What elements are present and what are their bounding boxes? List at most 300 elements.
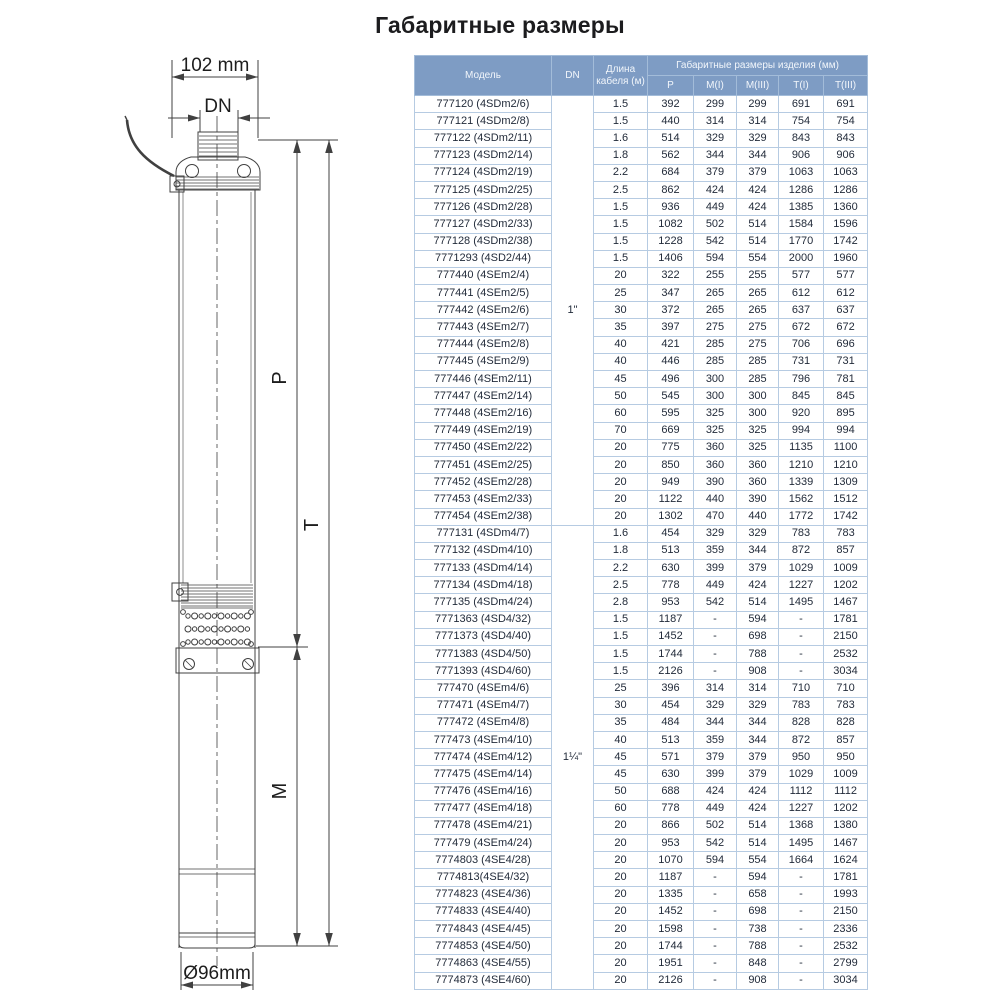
dimensions-table — [414, 55, 868, 990]
model-cell: 7771393 (4SD4/60) — [415, 663, 552, 680]
cable-length-cell: 1.6 — [594, 130, 648, 147]
model-cell: 777125 (4SDm2/25) — [415, 181, 552, 198]
dimension-value-cell: - — [694, 611, 737, 628]
table-row — [415, 955, 868, 972]
table-row — [415, 371, 868, 388]
dimension-value-cell: 514 — [737, 835, 779, 852]
dimension-value-cell: 440 — [648, 113, 694, 130]
dimension-value-cell: 325 — [694, 405, 737, 422]
dimension-value-cell: 906 — [824, 147, 868, 164]
dimension-value-cell: 1210 — [779, 456, 824, 473]
table-row — [415, 113, 868, 130]
model-cell: 7774833 (4SE4/40) — [415, 903, 552, 920]
dimension-value-cell: 379 — [694, 164, 737, 181]
table-row — [415, 577, 868, 594]
dimension-value-cell: 424 — [737, 783, 779, 800]
dimension-value-cell: 788 — [737, 646, 779, 663]
lug-hole-left — [186, 165, 199, 178]
model-cell: 7774823 (4SE4/36) — [415, 886, 552, 903]
cable-length-cell: 20 — [594, 955, 648, 972]
model-cell: 7774803 (4SE4/28) — [415, 852, 552, 869]
table-row — [415, 611, 868, 628]
dimension-value-cell: 658 — [737, 886, 779, 903]
dimension-value-cell: - — [694, 663, 737, 680]
column-header-dimensions-group: Габаритные размеры изделия (мм) — [648, 56, 868, 76]
dimension-value-cell: 554 — [737, 250, 779, 267]
dimension-value-cell: 1772 — [779, 508, 824, 525]
dimension-value-cell: 594 — [694, 852, 737, 869]
dimension-value-cell: 300 — [737, 405, 779, 422]
dimension-value-cell: 3034 — [824, 663, 868, 680]
cable-length-cell: 20 — [594, 886, 648, 903]
dimension-value-cell: 738 — [737, 921, 779, 938]
dimension-value-cell: 265 — [737, 302, 779, 319]
model-cell: 7771293 (4SD2/44) — [415, 250, 552, 267]
cable-length-cell: 20 — [594, 508, 648, 525]
dimension-value-cell: 275 — [737, 319, 779, 336]
table-row — [415, 680, 868, 697]
dimension-value-cell: 344 — [737, 542, 779, 559]
table-row — [415, 800, 868, 817]
table-row — [415, 96, 868, 113]
dimension-value-cell: 1100 — [824, 439, 868, 456]
model-cell: 777479 (4SEm4/24) — [415, 835, 552, 852]
table-row — [415, 199, 868, 216]
dimension-value-cell: 630 — [648, 560, 694, 577]
cable-length-cell: 1.8 — [594, 147, 648, 164]
cable-length-cell: 1.8 — [594, 542, 648, 559]
model-cell: 7774863 (4SE4/55) — [415, 955, 552, 972]
dimension-value-cell: 1227 — [779, 800, 824, 817]
cable-length-cell: 30 — [594, 302, 648, 319]
p-label: P — [269, 371, 291, 385]
table-row — [415, 216, 868, 233]
dimension-value-cell: 1742 — [824, 233, 868, 250]
dimension-value-cell: 706 — [779, 336, 824, 353]
table-row — [415, 697, 868, 714]
dimension-value-cell: 325 — [694, 422, 737, 439]
dimension-value-cell: 950 — [824, 749, 868, 766]
dimension-value-cell: - — [694, 972, 737, 989]
dimension-value-cell: 1664 — [779, 852, 824, 869]
model-cell: 777453 (4SEm2/33) — [415, 491, 552, 508]
cable-length-cell: 1.6 — [594, 525, 648, 542]
dimension-value-cell: 372 — [648, 302, 694, 319]
model-cell: 777124 (4SDm2/19) — [415, 164, 552, 181]
dimension-value-cell: 857 — [824, 731, 868, 748]
dimension-value-cell: 2532 — [824, 646, 868, 663]
cable-length-cell: 20 — [594, 491, 648, 508]
dimension-value-cell: 299 — [694, 96, 737, 113]
dimension-value-cell: 1339 — [779, 474, 824, 491]
table-row — [415, 731, 868, 748]
dimension-value-cell: 542 — [694, 594, 737, 611]
dimension-value-cell: 390 — [737, 491, 779, 508]
model-cell: 7774843 (4SE4/45) — [415, 921, 552, 938]
dimension-value-cell: 424 — [737, 800, 779, 817]
dimension-value-cell: 300 — [737, 388, 779, 405]
model-cell: 777447 (4SEm2/14) — [415, 388, 552, 405]
dimension-value-cell: 1742 — [824, 508, 868, 525]
dimension-value-cell: 299 — [737, 96, 779, 113]
dimension-value-cell: 1227 — [779, 577, 824, 594]
dimension-value-cell: 1512 — [824, 491, 868, 508]
dimension-value-cell: 344 — [737, 714, 779, 731]
pump-dimension-diagram — [105, 45, 350, 1000]
dimension-value-cell: 275 — [737, 336, 779, 353]
model-cell: 777122 (4SDm2/11) — [415, 130, 552, 147]
dimension-value-cell: 2126 — [648, 663, 694, 680]
table-row — [415, 869, 868, 886]
dimension-value-cell: 329 — [694, 697, 737, 714]
dimension-value-cell: - — [694, 628, 737, 645]
model-cell: 777123 (4SDm2/14) — [415, 147, 552, 164]
dimension-value-cell: 920 — [779, 405, 824, 422]
dimension-value-cell: 454 — [648, 697, 694, 714]
dimension-value-cell: 322 — [648, 267, 694, 284]
table-row — [415, 594, 868, 611]
model-cell: 777132 (4SDm4/10) — [415, 542, 552, 559]
cable-length-cell: 20 — [594, 921, 648, 938]
dimension-value-cell: - — [779, 955, 824, 972]
model-cell: 777472 (4SEm4/8) — [415, 714, 552, 731]
dimension-value-cell: 344 — [737, 731, 779, 748]
dimension-value-cell: 637 — [824, 302, 868, 319]
dimension-value-cell: 1063 — [779, 164, 824, 181]
dimension-value-cell: 1309 — [824, 474, 868, 491]
cable-length-cell: 1.5 — [594, 216, 648, 233]
dimension-value-cell: 2799 — [824, 955, 868, 972]
dimension-value-cell: 542 — [694, 233, 737, 250]
cable-length-cell: 1.5 — [594, 233, 648, 250]
dimension-value-cell: 325 — [737, 439, 779, 456]
dimension-value-cell: 1467 — [824, 835, 868, 852]
model-cell: 777131 (4SDm4/7) — [415, 525, 552, 542]
column-header-t1: T(I) — [779, 76, 824, 96]
dimension-value-cell: 496 — [648, 371, 694, 388]
model-cell: 777471 (4SEm4/7) — [415, 697, 552, 714]
dimension-value-cell: 514 — [737, 216, 779, 233]
dimension-value-cell: 1112 — [779, 783, 824, 800]
model-cell: 777440 (4SEm2/4) — [415, 267, 552, 284]
dimension-value-cell: 731 — [779, 353, 824, 370]
lug-hole-right — [238, 165, 251, 178]
dimension-value-cell: - — [694, 646, 737, 663]
dimension-value-cell: 344 — [737, 147, 779, 164]
dimension-value-cell: 1009 — [824, 766, 868, 783]
table-row — [415, 766, 868, 783]
dimension-value-cell: 314 — [694, 680, 737, 697]
dimension-value-cell: 329 — [694, 525, 737, 542]
dimension-value-cell: 908 — [737, 972, 779, 989]
dimension-value-cell: 329 — [737, 130, 779, 147]
dimension-value-cell: 783 — [779, 525, 824, 542]
dimension-value-cell: 1385 — [779, 199, 824, 216]
dimension-value-cell: 845 — [824, 388, 868, 405]
dimension-value-cell: 1187 — [648, 611, 694, 628]
dimension-value-cell: - — [779, 903, 824, 920]
cable-length-cell: 25 — [594, 680, 648, 697]
model-cell: 777449 (4SEm2/19) — [415, 422, 552, 439]
dimension-value-cell: 949 — [648, 474, 694, 491]
dimension-value-cell: 828 — [824, 714, 868, 731]
dimension-value-cell: 594 — [737, 611, 779, 628]
dimension-value-cell: 440 — [694, 491, 737, 508]
dimension-value-cell: 754 — [824, 113, 868, 130]
dimension-value-cell: 1082 — [648, 216, 694, 233]
dimension-value-cell: 446 — [648, 353, 694, 370]
model-cell: 777443 (4SEm2/7) — [415, 319, 552, 336]
dimension-value-cell: 1584 — [779, 216, 824, 233]
dimension-value-cell: - — [779, 611, 824, 628]
cable-length-cell: 1.5 — [594, 611, 648, 628]
table-row — [415, 181, 868, 198]
dimension-value-cell: 329 — [737, 525, 779, 542]
dimension-value-cell: 502 — [694, 216, 737, 233]
model-cell: 777454 (4SEm2/38) — [415, 508, 552, 525]
pump-cable — [127, 120, 174, 176]
table-row — [415, 405, 868, 422]
dimension-value-cell: 1070 — [648, 852, 694, 869]
dimension-value-cell: 421 — [648, 336, 694, 353]
dimension-value-cell: 862 — [648, 181, 694, 198]
dimension-value-cell: 424 — [737, 181, 779, 198]
dimension-value-cell: 470 — [694, 508, 737, 525]
dimension-value-cell: 1598 — [648, 921, 694, 938]
dimension-value-cell: 255 — [694, 267, 737, 284]
coupling-band — [176, 648, 259, 673]
table-row — [415, 164, 868, 181]
cable-length-cell: 20 — [594, 474, 648, 491]
column-header-t3: T(III) — [824, 76, 868, 96]
dimension-value-cell: 265 — [694, 285, 737, 302]
model-cell: 777133 (4SDm4/14) — [415, 560, 552, 577]
dimension-value-cell: 255 — [737, 267, 779, 284]
dimension-value-cell: 594 — [694, 250, 737, 267]
dimension-value-cell: 514 — [737, 817, 779, 834]
dimension-value-cell: 1009 — [824, 560, 868, 577]
dimension-value-cell: 379 — [737, 766, 779, 783]
dimension-value-cell: 828 — [779, 714, 824, 731]
collar-ribs — [176, 177, 259, 189]
table-row — [415, 663, 868, 680]
table-row — [415, 302, 868, 319]
dimension-value-cell: - — [779, 921, 824, 938]
dimension-value-cell: 669 — [648, 422, 694, 439]
dimension-value-cell: 691 — [779, 96, 824, 113]
dimension-value-cell: 392 — [648, 96, 694, 113]
dimension-value-cell: 696 — [824, 336, 868, 353]
table-row — [415, 972, 868, 989]
table-row — [415, 749, 868, 766]
dimension-value-cell: 265 — [694, 302, 737, 319]
dn-cell: 1" — [552, 96, 594, 526]
dimension-value-cell: 502 — [694, 817, 737, 834]
cable-length-cell: 60 — [594, 405, 648, 422]
cable-clamp — [172, 583, 188, 601]
column-header-m1: M(I) — [694, 76, 737, 96]
top-width-label: 102 mm — [180, 55, 250, 76]
dimension-value-cell: 2126 — [648, 972, 694, 989]
dimension-value-cell: - — [779, 628, 824, 645]
dimension-value-cell: 783 — [824, 697, 868, 714]
cable-length-cell: 20 — [594, 267, 648, 284]
dimension-value-cell: 2000 — [779, 250, 824, 267]
dimension-value-cell: 2150 — [824, 903, 868, 920]
dimension-value-cell: 1112 — [824, 783, 868, 800]
model-cell: 777452 (4SEm2/28) — [415, 474, 552, 491]
dimension-value-cell: 866 — [648, 817, 694, 834]
cable-length-cell: 45 — [594, 371, 648, 388]
dimension-value-cell: 672 — [779, 319, 824, 336]
dimension-value-cell: 1135 — [779, 439, 824, 456]
dimension-value-cell: 379 — [737, 560, 779, 577]
dimension-value-cell: 1781 — [824, 611, 868, 628]
dimension-p — [269, 140, 301, 647]
dimension-value-cell: 347 — [648, 285, 694, 302]
cable-length-cell: 20 — [594, 439, 648, 456]
table-row — [415, 422, 868, 439]
table-row — [415, 130, 868, 147]
table-row — [415, 542, 868, 559]
dimension-value-cell: 424 — [694, 181, 737, 198]
model-cell: 777448 (4SEm2/16) — [415, 405, 552, 422]
dimension-value-cell: 399 — [694, 766, 737, 783]
dimension-value-cell: 994 — [779, 422, 824, 439]
column-header-p: P — [648, 76, 694, 96]
dimensions-table-body — [415, 96, 868, 990]
dimension-value-cell: 1187 — [648, 869, 694, 886]
dimension-value-cell: 688 — [648, 783, 694, 800]
dimension-value-cell: 908 — [737, 663, 779, 680]
dimension-value-cell: 684 — [648, 164, 694, 181]
dimension-value-cell: 314 — [737, 113, 779, 130]
cable-length-cell: 20 — [594, 852, 648, 869]
dimension-value-cell: 1744 — [648, 646, 694, 663]
table-row — [415, 336, 868, 353]
dimension-value-cell: 936 — [648, 199, 694, 216]
dimension-value-cell: 1302 — [648, 508, 694, 525]
cable-length-cell: 2.8 — [594, 594, 648, 611]
model-cell: 777478 (4SEm4/21) — [415, 817, 552, 834]
dimension-value-cell: 390 — [694, 474, 737, 491]
dimension-value-cell: 359 — [694, 731, 737, 748]
model-cell: 777442 (4SEm2/6) — [415, 302, 552, 319]
model-cell: 777476 (4SEm4/16) — [415, 783, 552, 800]
dimension-value-cell: 906 — [779, 147, 824, 164]
table-row — [415, 903, 868, 920]
dimension-value-cell: 710 — [824, 680, 868, 697]
dimension-value-cell: 275 — [694, 319, 737, 336]
dimension-value-cell: 637 — [779, 302, 824, 319]
dimension-value-cell: 424 — [737, 577, 779, 594]
dimension-value-cell: 285 — [737, 371, 779, 388]
cable-length-cell: 1.5 — [594, 646, 648, 663]
table-row — [415, 886, 868, 903]
cable-length-cell: 50 — [594, 388, 648, 405]
dimension-value-cell: 2532 — [824, 938, 868, 955]
cable-length-cell: 20 — [594, 456, 648, 473]
dimension-value-cell: 514 — [737, 233, 779, 250]
cable-length-cell: 40 — [594, 731, 648, 748]
dimension-value-cell: 424 — [694, 783, 737, 800]
model-cell: 777127 (4SDm2/33) — [415, 216, 552, 233]
dimension-value-cell: 1122 — [648, 491, 694, 508]
thread-lines — [199, 136, 237, 156]
cable-length-cell: 1.5 — [594, 113, 648, 130]
cable-length-cell: 40 — [594, 353, 648, 370]
dimension-value-cell: 329 — [694, 130, 737, 147]
dimension-value-cell: 1624 — [824, 852, 868, 869]
dimension-value-cell: 1335 — [648, 886, 694, 903]
dimension-value-cell: 360 — [737, 474, 779, 491]
dimension-value-cell: 672 — [824, 319, 868, 336]
column-header-cable-length: Длина кабеля (м) — [594, 56, 648, 96]
dimension-value-cell: 285 — [694, 336, 737, 353]
table-row — [415, 439, 868, 456]
model-cell: 777128 (4SDm2/38) — [415, 233, 552, 250]
dimension-value-cell: 594 — [737, 869, 779, 886]
dimension-value-cell: 514 — [737, 594, 779, 611]
dimension-value-cell: 950 — [779, 749, 824, 766]
dimension-value-cell: 1467 — [824, 594, 868, 611]
page-title: Габаритные размеры — [375, 12, 625, 38]
dimension-value-cell: 562 — [648, 147, 694, 164]
dimension-value-cell: 775 — [648, 439, 694, 456]
dimension-value-cell: 1960 — [824, 250, 868, 267]
bottom-diameter-label: Ø96mm — [183, 963, 251, 984]
table-row — [415, 646, 868, 663]
table-row — [415, 491, 868, 508]
dimension-value-cell: 850 — [648, 456, 694, 473]
dimension-value-cell: 1228 — [648, 233, 694, 250]
dimension-value-cell: 612 — [779, 285, 824, 302]
table-row — [415, 852, 868, 869]
dimension-value-cell: 344 — [694, 147, 737, 164]
table-row — [415, 938, 868, 955]
dimension-value-cell: 731 — [824, 353, 868, 370]
cable-length-cell: 1.5 — [594, 199, 648, 216]
dimension-value-cell: 1770 — [779, 233, 824, 250]
dimension-value-cell: 2336 — [824, 921, 868, 938]
dimension-value-cell: 691 — [824, 96, 868, 113]
cable-length-cell: 1.5 — [594, 628, 648, 645]
dimension-value-cell: 1406 — [648, 250, 694, 267]
dimension-value-cell: 698 — [737, 903, 779, 920]
dimension-value-cell: 783 — [779, 697, 824, 714]
dimension-value-cell: 360 — [694, 439, 737, 456]
dimension-value-cell: 1495 — [779, 594, 824, 611]
dimensions-table-header — [415, 56, 868, 96]
model-cell: 777470 (4SEm4/6) — [415, 680, 552, 697]
dimension-value-cell: 783 — [824, 525, 868, 542]
table-row — [415, 456, 868, 473]
dimension-value-cell: 545 — [648, 388, 694, 405]
model-cell: 777135 (4SDm4/24) — [415, 594, 552, 611]
dimension-value-cell: 1202 — [824, 577, 868, 594]
dimension-m — [269, 647, 301, 946]
cable-length-cell: 20 — [594, 835, 648, 852]
dimension-value-cell: 872 — [779, 542, 824, 559]
pump-body — [172, 190, 255, 948]
model-cell: 777126 (4SDm2/28) — [415, 199, 552, 216]
cable-length-cell: 45 — [594, 749, 648, 766]
dimension-value-cell: 554 — [737, 852, 779, 869]
model-cell: 777450 (4SEm2/22) — [415, 439, 552, 456]
cable-length-cell: 35 — [594, 319, 648, 336]
dimension-value-cell: 2150 — [824, 628, 868, 645]
cable-length-cell: 1.5 — [594, 663, 648, 680]
